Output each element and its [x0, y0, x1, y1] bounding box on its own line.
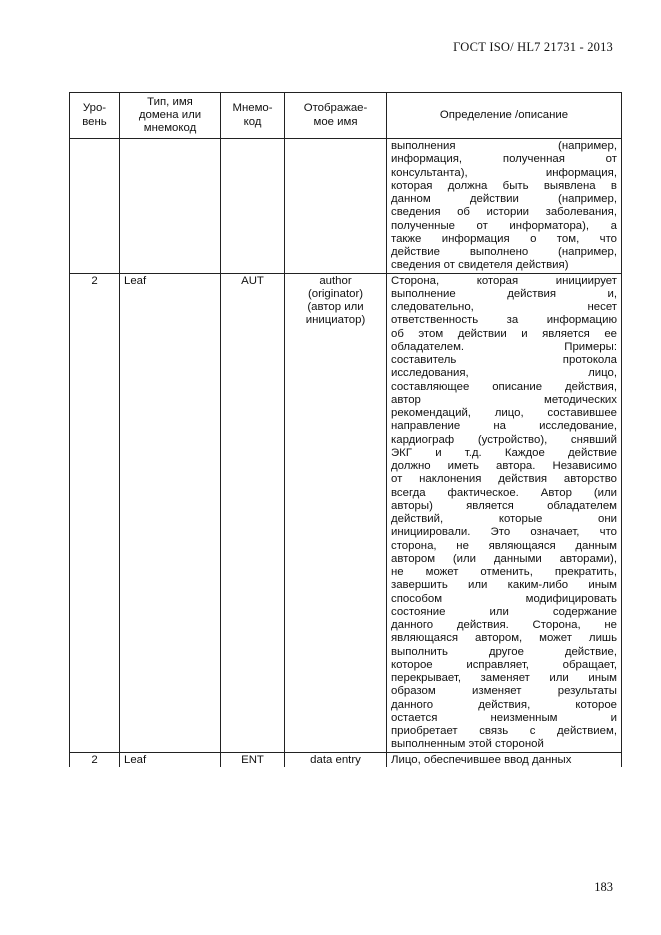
definition-line: которое исправляет, обращает, [391, 658, 617, 671]
definition-line: сторона, не являющаяся данным [391, 539, 617, 552]
definition-cell [387, 139, 622, 274]
definition-line: автор методических [391, 393, 617, 406]
display-name-cell [285, 139, 387, 274]
definition-line: об этом действии и является ее [391, 327, 617, 340]
definition-line: сведения об истории заболевания, [391, 206, 617, 219]
definition-line: также информация о том, что [391, 232, 617, 245]
column-header-display-name: Отображае- мое имя [285, 93, 387, 139]
terms-table [69, 92, 622, 767]
definition-line: данного действия. Сторона, не [391, 619, 617, 631]
definition-line: направление на исследование, [391, 420, 617, 433]
definition-line: выполненным этой стороной [391, 738, 544, 751]
definition-line: информация, полученная от [391, 153, 617, 166]
document-standard-header: ГОСТ ISO/ HL7 21731 - 2013 [453, 40, 613, 54]
display-name-line: инициатор) [305, 314, 366, 327]
display-name-line: data entry [310, 753, 361, 766]
definition-line: обладателем. Примеры: [391, 340, 617, 353]
definition-cell [387, 752, 622, 767]
definition-line: рекомендаций, лицо, составившее [391, 407, 617, 419]
level-cell: 2 [70, 752, 120, 767]
definition-line: полученные от информатора), а [391, 219, 617, 232]
definition-line: исследования, лицо, [391, 367, 617, 380]
definition-line: кардиограф (устройство), снявший [391, 433, 617, 446]
definition-line: консультанта), информация, [391, 166, 617, 179]
mnemonic-cell [221, 139, 285, 274]
definition-line: перекрывает, заменяет или иным [391, 672, 617, 684]
level-cell [70, 139, 120, 274]
table-header-row [70, 93, 622, 139]
definition-line: составляющее описание действия, [391, 380, 617, 393]
domain-cell: Leaf [120, 752, 221, 767]
definition-line: Лицо, обеспечившее ввод данных [391, 753, 572, 766]
display-name-line: (автор или [307, 301, 364, 313]
table-row [70, 752, 622, 767]
column-header-definition: Определение /описание [387, 93, 622, 139]
display-name-cell [285, 752, 387, 767]
definition-line: Сторона, которая инициирует [391, 274, 617, 287]
column-header-mnemonic: Мнемо- код [221, 93, 285, 139]
definition-line: ответственность за информацию [391, 314, 617, 327]
definition-line: составитель протокола [391, 354, 617, 366]
definition-line: остается неизменным и [391, 711, 617, 724]
domain-cell: Leaf [120, 273, 221, 752]
definition-line: инициировали. Это означает, что [391, 526, 617, 539]
definition-line: являющаяся автором, может лишь [391, 632, 617, 645]
definition-line: авторы) является обладателем [391, 499, 617, 512]
table-row [70, 139, 622, 274]
definition-line: которая должна быть выявлена в [391, 179, 617, 192]
definition-line: ЭКГ и т.д. Каждое действие [391, 446, 617, 459]
display-name-line: (originator) [307, 287, 364, 300]
domain-cell [120, 139, 221, 274]
mnemonic-cell: ENT [221, 752, 285, 767]
page-number: 183 [594, 880, 613, 894]
definition-line: выполнения (например, [391, 140, 617, 152]
definition-line: способом модифицировать [391, 592, 617, 605]
definition-line: должно иметь автора. Независимо [391, 460, 617, 472]
level-cell: 2 [70, 273, 120, 752]
definition-line: приобретает связь с действием, [391, 725, 617, 737]
definition-line: данном действии (например, [391, 193, 617, 205]
definition-line: состояние или содержание [391, 605, 617, 618]
column-header-domain: Тип, имя домена или мнемокод [120, 93, 221, 139]
definition-line: действие выполнено (например, [391, 246, 617, 258]
column-header-level: Уро- вень [70, 93, 120, 139]
definition-line: не может отменить, прекратить, [391, 566, 617, 578]
definition-line: автором (или данными авторами), [391, 552, 617, 565]
mnemonic-cell: AUT [221, 273, 285, 752]
definition-line: выполнить другое действие, [391, 645, 617, 658]
display-name-line: author [319, 274, 352, 287]
definition-line: действий, которые они [391, 513, 617, 525]
definition-line: выполнение действия и, [391, 287, 617, 300]
definition-line: образом изменяет результаты [391, 685, 617, 698]
definition-line: от наклонения действия авторство [391, 473, 617, 486]
definition-line: следовательно, несет [391, 301, 617, 313]
definition-line: сведения от свидетеля действия) [391, 259, 569, 272]
display-name-cell [285, 273, 387, 752]
definition-cell [387, 273, 622, 752]
definition-line: завершить или каким-либо иным [391, 579, 617, 592]
table-row [70, 273, 622, 752]
definition-line: всегда фактическое. Автор (или [391, 486, 617, 499]
definition-line: данного действия, которое [391, 698, 617, 711]
